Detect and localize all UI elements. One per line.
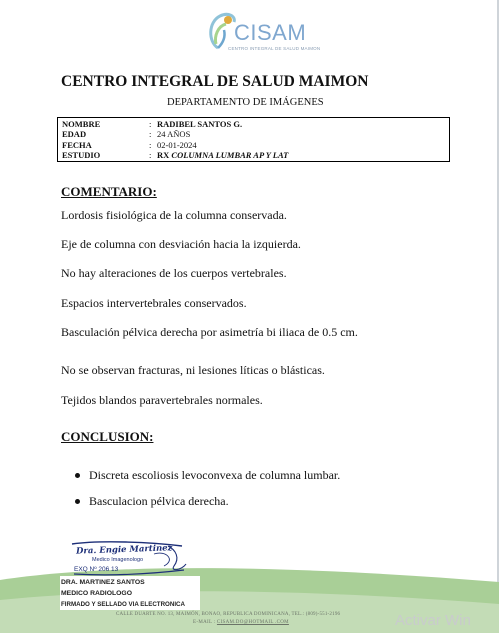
doctor-stamp <box>70 540 190 576</box>
comment-line: No hay alteraciones de los cuerpos vertebrales. <box>61 266 287 280</box>
logo-name: CISAM <box>234 20 307 45</box>
study-label: ESTUDIO <box>62 149 101 160</box>
date-label: FECHA <box>62 139 92 150</box>
comment-line: No se observan fracturas, ni lesiones líticas o blásticas. <box>61 363 325 377</box>
conclusion-text: Discreta escoliosis levoconvexa de columna lumbar. <box>89 468 341 482</box>
colon: : <box>149 129 152 140</box>
study-value <box>157 150 288 160</box>
comment-line: Eje de columna con desviación hacia la izquierda. <box>61 237 301 251</box>
colon: : <box>149 149 152 160</box>
conclusion-list <box>75 468 340 520</box>
report-date: 02-01-2024 <box>157 139 197 150</box>
signature-note: FIRMADO Y SELLADO VIA ELECTRONICA <box>61 601 185 608</box>
footer-email-line <box>193 620 289 625</box>
cisam-logo <box>206 8 321 52</box>
department: DEPARTAMENTO DE IMÁGENES <box>167 97 324 108</box>
email-prefix: E-MAIL : <box>193 620 216 625</box>
footer-address: CALLE DUARTE NO. 13, MAIMÓN, BONAO, REPUBLICA DOMINICANA, TEL.: (809)-551-2196 <box>116 612 341 617</box>
colon: : <box>149 119 152 129</box>
bullet-icon <box>75 473 80 478</box>
activation-watermark: Activar Win <box>395 612 471 629</box>
comment-line: Lordosis fisiológica de la columna conservada. <box>61 208 287 222</box>
info-row-study <box>62 150 445 160</box>
conclusion-item <box>75 494 340 520</box>
patient-name: RADIBEL SANTOS G. <box>157 119 243 129</box>
comment-line: Espacios intervertebrales conservados. <box>61 296 247 310</box>
info-row-age <box>62 129 445 139</box>
signature-name: DRA. MARTINEZ SANTOS <box>61 579 145 586</box>
email-link[interactable]: CISAM.DO@HOTMAIL .COM <box>216 620 289 625</box>
stamp-name: Dra. Engie Martinez <box>75 543 173 557</box>
comment-line: Basculación pélvica derecha por asimetría bi iliaca de 0.5 cm. <box>61 325 358 339</box>
colon: : <box>149 139 152 150</box>
stamp-role: Medico Imagenologo <box>92 557 144 563</box>
signature-role: MEDICO RADIOLOGO <box>61 590 132 597</box>
stamp-number: EXQ Nº 206 13 <box>74 566 119 573</box>
info-row-name <box>62 119 445 129</box>
logo-tagline: CENTRO INTEGRAL DE SALUD MAIMON <box>228 46 321 51</box>
info-row-date <box>62 140 445 150</box>
conclusion-heading: CONCLUSION: <box>61 429 154 444</box>
study-name: COLUMNA LUMBAR AP Y LAT <box>171 149 289 160</box>
bullet-icon <box>75 499 80 504</box>
report-title: CENTRO INTEGRAL DE SALUD MAIMON <box>61 73 369 90</box>
name-label: NOMBRE <box>62 119 101 129</box>
conclusion-item <box>75 468 340 494</box>
patient-info-box <box>57 117 450 162</box>
comment-line: Tejidos blandos paravertebrales normales. <box>61 393 263 407</box>
age-label: EDAD <box>62 129 87 140</box>
comment-heading: COMENTARIO: <box>61 184 157 199</box>
patient-age: 24 AÑOS <box>157 129 191 140</box>
study-prefix: RX <box>157 149 170 160</box>
conclusion-text: Basculacion pélvica derecha. <box>89 494 229 508</box>
